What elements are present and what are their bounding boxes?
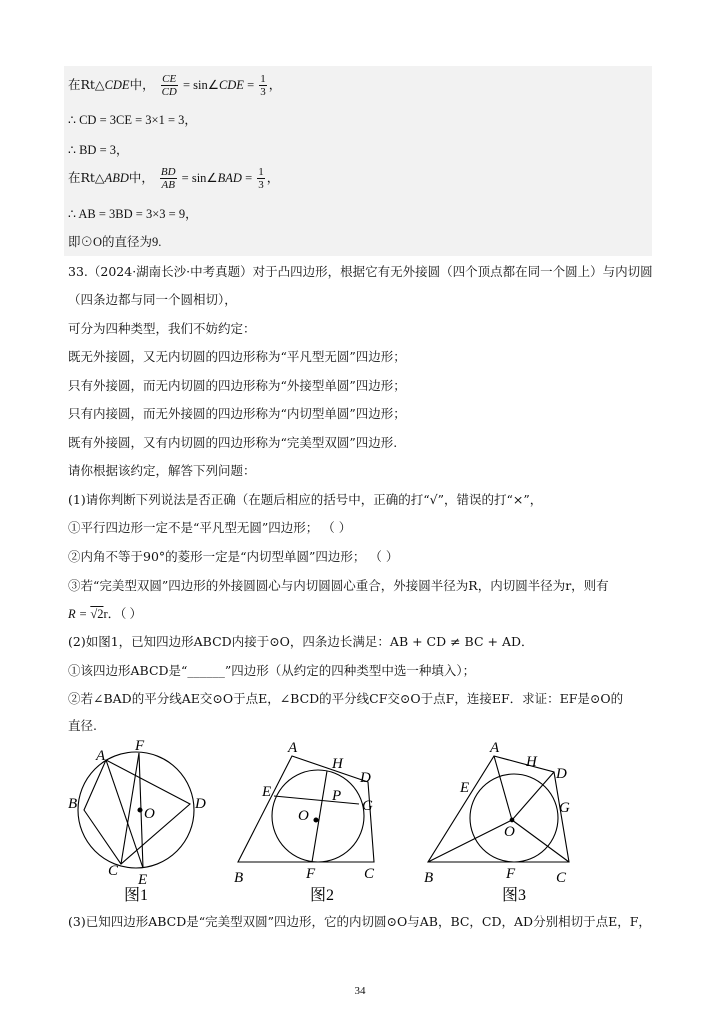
segment-ao [494,756,512,820]
solution-line-4 [68,166,279,191]
figure-2 [234,740,375,904]
segment-hf [312,771,327,862]
label: B [424,870,434,886]
label: C [108,863,119,879]
label: F [135,738,145,754]
text: = sin∠ [178,171,218,185]
problem-line: ②若∠BAD的平分线AE交⊙O于点E，∠BCD的平分线CF交⊙O于点F，连接EF．求证：EF是⊙O的 [68,691,624,706]
solution-line-1 [68,73,281,98]
problem-line: 可分为四种类型，我们不妨约定： [68,321,256,336]
geometry-figures [64,738,654,906]
problem-line: (1)请你判断下列说法是否正确（在题后相应的括号中，正确的打“√”，错误的打“×”， [68,492,543,507]
quadrilateral-abcd [84,760,190,864]
label: E [138,872,148,888]
text: BAD [217,171,242,185]
figure-caption: 图2 [310,887,335,904]
label: H [332,756,343,772]
label: A [490,740,500,756]
denominator: 3 [260,86,266,98]
center-dot [138,808,142,812]
text: ， [266,170,280,185]
text: 在Rt△ [68,170,105,185]
label: O [144,806,155,822]
label: D [360,770,371,786]
text: r．（ ） [103,607,142,621]
figure-3 [424,740,570,904]
text: 中， [129,77,155,92]
text: 在Rt△ [68,77,105,92]
text: 中， [128,170,154,185]
label: G [559,800,570,816]
label: A [96,748,106,764]
problem-line: (2)如图1，已知四边形ABCD内接于⊙O，四条边长满足：AB + CD ≠ BC + AD． [68,634,534,649]
sqrt-expression: √2 [90,607,104,621]
fraction [259,73,267,98]
figure-1 [68,738,206,904]
text: = [241,171,256,185]
problem-line: ①该四边形ABCD是“______”四边形（从约定的四种类型中选一种填入）； [68,663,476,678]
label: F [506,866,516,882]
figures [64,738,654,906]
fraction [257,166,265,191]
label: G [362,798,373,814]
problem-line: ②内角不等于90°的菱形一定是“内切型单圆”四边形； （ ） [68,549,399,564]
problem-line: 直径. [68,718,97,733]
problem-line: ③若“完美型双圆”四边形的外接圆圆心与内切圆圆心重合，外接圆半径为R，内切圆半径为r，则有 [68,578,609,593]
label: P [332,788,342,804]
problem-line: 既无外接圆，又无内切圆的四边形称为“平凡型无圆”四边形； [68,349,406,364]
numerator: 1 [260,73,266,85]
numerator: 1 [258,166,264,178]
label: D [556,766,567,782]
label: B [68,796,78,812]
label: D [195,796,206,812]
solution-line-6: 即⊙O的直径为9. [68,235,162,249]
segment-co [512,820,569,862]
segment-eg [274,796,359,804]
text: R = [68,607,91,621]
text: = [243,78,258,92]
denominator: CD [161,86,177,98]
figure-caption: 图3 [502,887,527,904]
fraction [160,166,177,191]
solution-line-3: ∴ BD = 3， [68,143,129,157]
problem-line [68,606,142,622]
problem-line: 只有外接圆，而无内切圆的四边形称为“外接型单圆”四边形； [68,378,406,393]
circle-o [272,770,364,862]
label: F [306,866,316,882]
numerator: BD [160,166,176,178]
solution-line-2: ∴ CD = 3CE = 3×1 = 3， [68,113,197,127]
label: O [504,824,515,840]
denominator: AB [161,179,175,191]
problem-line: （四条边都与同一个圆相切）， [68,292,237,307]
text: ABD [104,171,129,185]
label: A [288,740,298,756]
problem-line: 只有内接圆，而无外接圆的四边形称为“内切型单圆”四边形； [68,406,406,421]
figure-caption: 图1 [124,887,149,904]
text: CDE [218,78,244,92]
problem-line: 33.（2024·湖南长沙·中考真题）对于凸四边形，根据它有无外接圆（四个顶点都在同一个圆上）与内切圆 [68,264,653,279]
label: E [262,784,272,800]
fraction [161,73,178,98]
text: ， [268,77,282,92]
segment-do [512,772,554,820]
problem-line: ①平行四边形一定不是“平凡型无圆”四边形； （ ） [68,520,352,535]
label: O [298,808,309,824]
label: H [526,754,537,770]
problem-line: 既有外接圆，又有内切圆的四边形称为“完美型双圆”四边形. [68,435,398,450]
problem-line: 请你根据该约定，解答下列问题： [68,463,256,478]
solution-line-5: ∴ AB = 3BD = 3×3 = 9， [68,207,198,221]
label: B [234,870,244,886]
page-number: 34 [354,985,366,997]
center-dot [314,818,318,822]
label: E [460,780,470,796]
label: C [556,870,567,886]
text: = sin∠ [179,78,219,92]
denominator: 3 [258,179,264,191]
label: C [364,866,375,882]
center-dot [510,818,514,822]
numerator: CE [162,73,177,85]
text: CDE [104,78,130,92]
problem-line: (3)已知四边形ABCD是“完美型双圆”四边形，它的内切圆⊙O与AB，BC，CD，AD分别相切于点E，F， [68,914,651,929]
